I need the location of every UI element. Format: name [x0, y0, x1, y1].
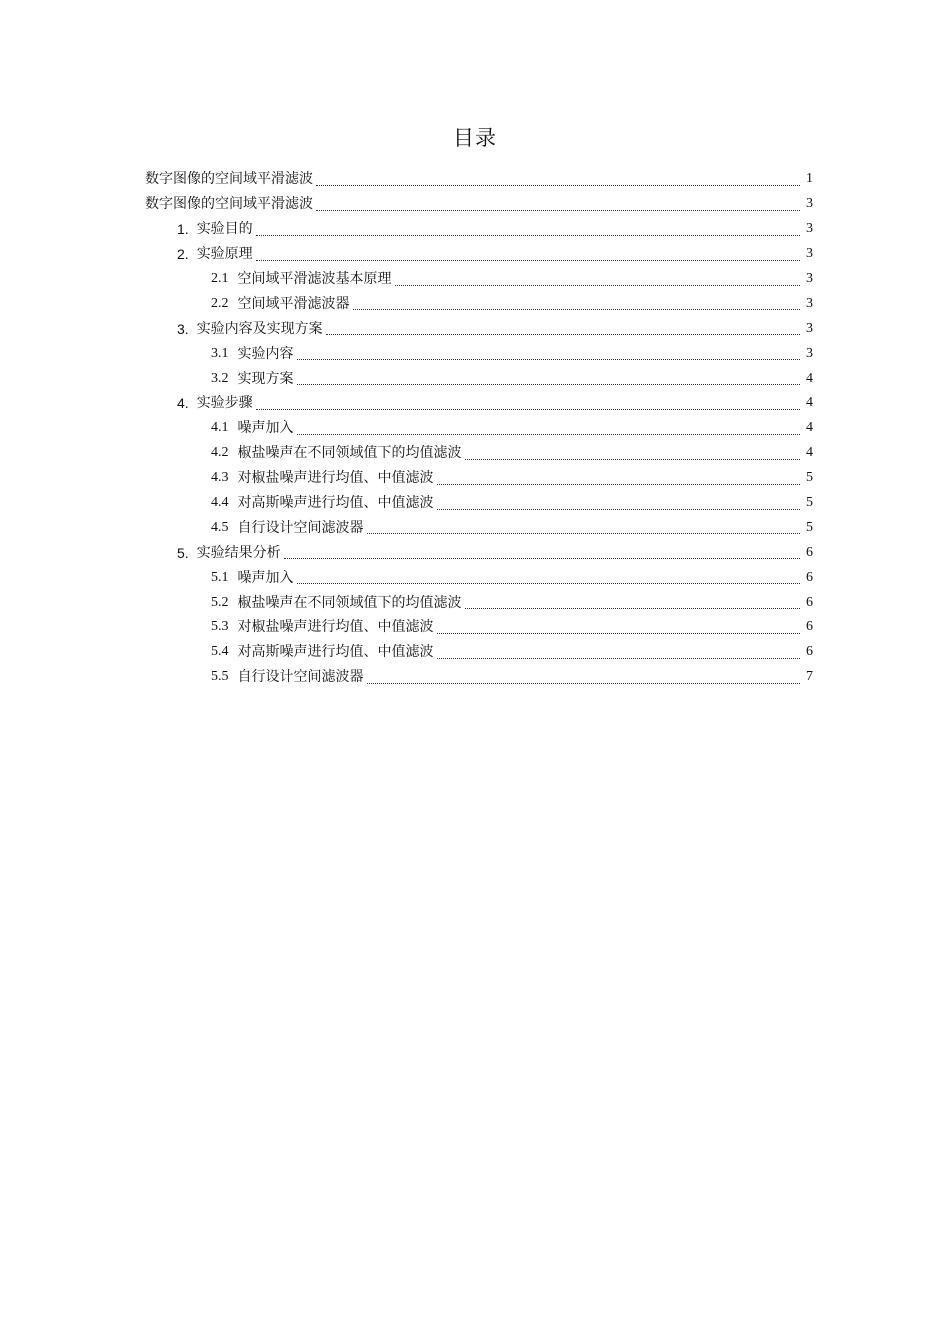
toc-entry-title: 实验内容	[237, 345, 294, 362]
toc-dot-leader	[297, 583, 801, 584]
toc-dot-leader	[465, 608, 801, 609]
toc-entry-number: 2.	[177, 246, 189, 263]
toc-entry[interactable]	[0, 291, 950, 316]
toc-entry[interactable]	[0, 441, 950, 466]
toc-entry-title: 实验内容及实现方案	[196, 320, 323, 337]
toc-entry[interactable]	[0, 391, 950, 416]
toc-entry[interactable]	[0, 491, 950, 516]
toc-entry[interactable]	[0, 565, 950, 590]
toc-dot-leader	[367, 683, 801, 684]
toc-entry-page-number: 5	[806, 470, 813, 486]
toc-entry-number: 2.1	[211, 271, 229, 286]
toc-entry-number: 4.2	[211, 445, 229, 461]
toc-entry-number: 4.	[177, 395, 189, 412]
toc-dot-leader	[353, 309, 801, 310]
toc-dot-leader	[256, 235, 800, 236]
toc-entry-page-number: 4	[806, 395, 813, 411]
toc-entry-number: 5.	[177, 544, 189, 561]
toc-entry-number: 5.1	[211, 569, 229, 585]
toc-entry-page-number: 7	[806, 669, 813, 685]
toc-entry-title: 对高斯噪声进行均值、中值滤波	[237, 644, 434, 661]
toc-entry-number: 3.2	[211, 370, 229, 386]
toc-entry-number: 5.5	[211, 669, 229, 685]
toc-entry-page-number: 3	[806, 246, 813, 262]
toc-entry[interactable]	[0, 316, 950, 341]
toc-entry[interactable]	[0, 466, 950, 491]
toc-entry-number: 5.4	[211, 644, 229, 660]
toc-entry-page-number: 5	[806, 519, 813, 535]
toc-dot-leader	[297, 359, 801, 360]
toc-entry-title: 自行设计空间滤波器	[237, 519, 364, 536]
toc-entry-title: 实验结果分析	[196, 544, 281, 561]
toc-entry-number: 4.5	[211, 519, 229, 535]
toc-entry-title: 对椒盐噪声进行均值、中值滤波	[237, 619, 434, 636]
toc-entry-page-number: 3	[806, 221, 813, 237]
toc-entry-number: 2.2	[211, 295, 229, 311]
toc-entry-title: 椒盐噪声在不同领域值下的均值滤波	[237, 445, 462, 462]
toc-entry-page-number: 3	[806, 320, 813, 336]
toc-dot-leader	[437, 633, 801, 634]
toc-entry-title: 椒盐噪声在不同领域值下的均值滤波	[237, 594, 462, 611]
toc-entry[interactable]	[0, 167, 950, 192]
toc-entry[interactable]	[0, 615, 950, 640]
toc-dot-leader	[284, 558, 800, 559]
toc-dot-leader	[316, 210, 800, 211]
toc-entry-number: 5.2	[211, 594, 229, 610]
toc-entry-page-number: 6	[806, 569, 813, 585]
toc-entry-page-number: 3	[806, 196, 813, 212]
toc-entry[interactable]	[0, 416, 950, 441]
toc-dot-leader	[367, 533, 801, 534]
toc-entry[interactable]	[0, 192, 950, 217]
toc-entry-number: 3.1	[211, 345, 229, 361]
toc-dot-leader	[326, 334, 800, 335]
toc-entry-page-number: 4	[806, 420, 813, 436]
toc-dot-leader	[297, 434, 801, 435]
toc-dot-leader	[437, 509, 801, 510]
toc-entry-title: 实验目的	[196, 221, 253, 238]
toc-list	[0, 167, 950, 690]
toc-dot-leader	[395, 285, 801, 286]
toc-entry-number: 4.4	[211, 495, 229, 511]
toc-entry-number: 4.3	[211, 470, 229, 486]
toc-entry-title: 自行设计空间滤波器	[237, 669, 364, 686]
toc-entry-page-number: 6	[806, 544, 813, 560]
toc-entry-title: 噪声加入	[237, 420, 294, 437]
toc-entry[interactable]	[0, 267, 950, 292]
toc-dot-leader	[256, 409, 800, 410]
toc-entry-number: 3.	[177, 320, 189, 337]
toc-entry[interactable]	[0, 341, 950, 366]
toc-entry-title: 噪声加入	[237, 569, 294, 586]
toc-entry-number: 4.1	[211, 420, 229, 436]
toc-entry-title: 空间域平滑滤波基本原理	[237, 271, 392, 287]
toc-entry-page-number: 3	[806, 271, 813, 286]
toc-entry-title: 实验原理	[196, 246, 253, 263]
toc-dot-leader	[437, 484, 801, 485]
toc-entry-page-number: 6	[806, 619, 813, 635]
toc-entry-title: 实验步骤	[196, 395, 253, 412]
toc-dot-leader	[256, 260, 800, 261]
toc-entry[interactable]	[0, 665, 950, 690]
toc-entry-page-number: 1	[806, 171, 813, 187]
toc-entry[interactable]	[0, 217, 950, 242]
toc-entry[interactable]	[0, 590, 950, 615]
toc-entry-number: 1.	[177, 221, 189, 238]
toc-entry[interactable]	[0, 515, 950, 540]
toc-entry-page-number: 4	[806, 370, 813, 386]
toc-entry[interactable]	[0, 366, 950, 391]
toc-entry[interactable]	[0, 242, 950, 267]
toc-entry-page-number: 6	[806, 594, 813, 610]
toc-entry-page-number: 5	[806, 495, 813, 511]
toc-entry-title: 数字图像的空间域平滑滤波	[145, 196, 313, 213]
toc-entry-title: 空间域平滑滤波器	[237, 295, 350, 312]
toc-entry-title: 实现方案	[237, 370, 294, 387]
toc-entry-page-number: 4	[806, 445, 813, 461]
toc-entry[interactable]	[0, 640, 950, 665]
toc-entry-number: 5.3	[211, 619, 229, 635]
toc-entry-title: 数字图像的空间域平滑滤波	[145, 171, 313, 188]
toc-entry-page-number: 3	[806, 295, 813, 311]
toc-entry-page-number: 6	[806, 644, 813, 660]
toc-entry[interactable]	[0, 540, 950, 565]
toc-dot-leader	[316, 185, 800, 186]
toc-dot-leader	[297, 384, 801, 385]
toc-dot-leader	[437, 658, 801, 659]
toc-entry-title: 对椒盐噪声进行均值、中值滤波	[237, 470, 434, 487]
toc-dot-leader	[465, 459, 801, 460]
toc-title: 目录	[453, 126, 497, 150]
toc-entry-page-number: 3	[806, 345, 813, 361]
toc-entry-title: 对高斯噪声进行均值、中值滤波	[237, 495, 434, 512]
